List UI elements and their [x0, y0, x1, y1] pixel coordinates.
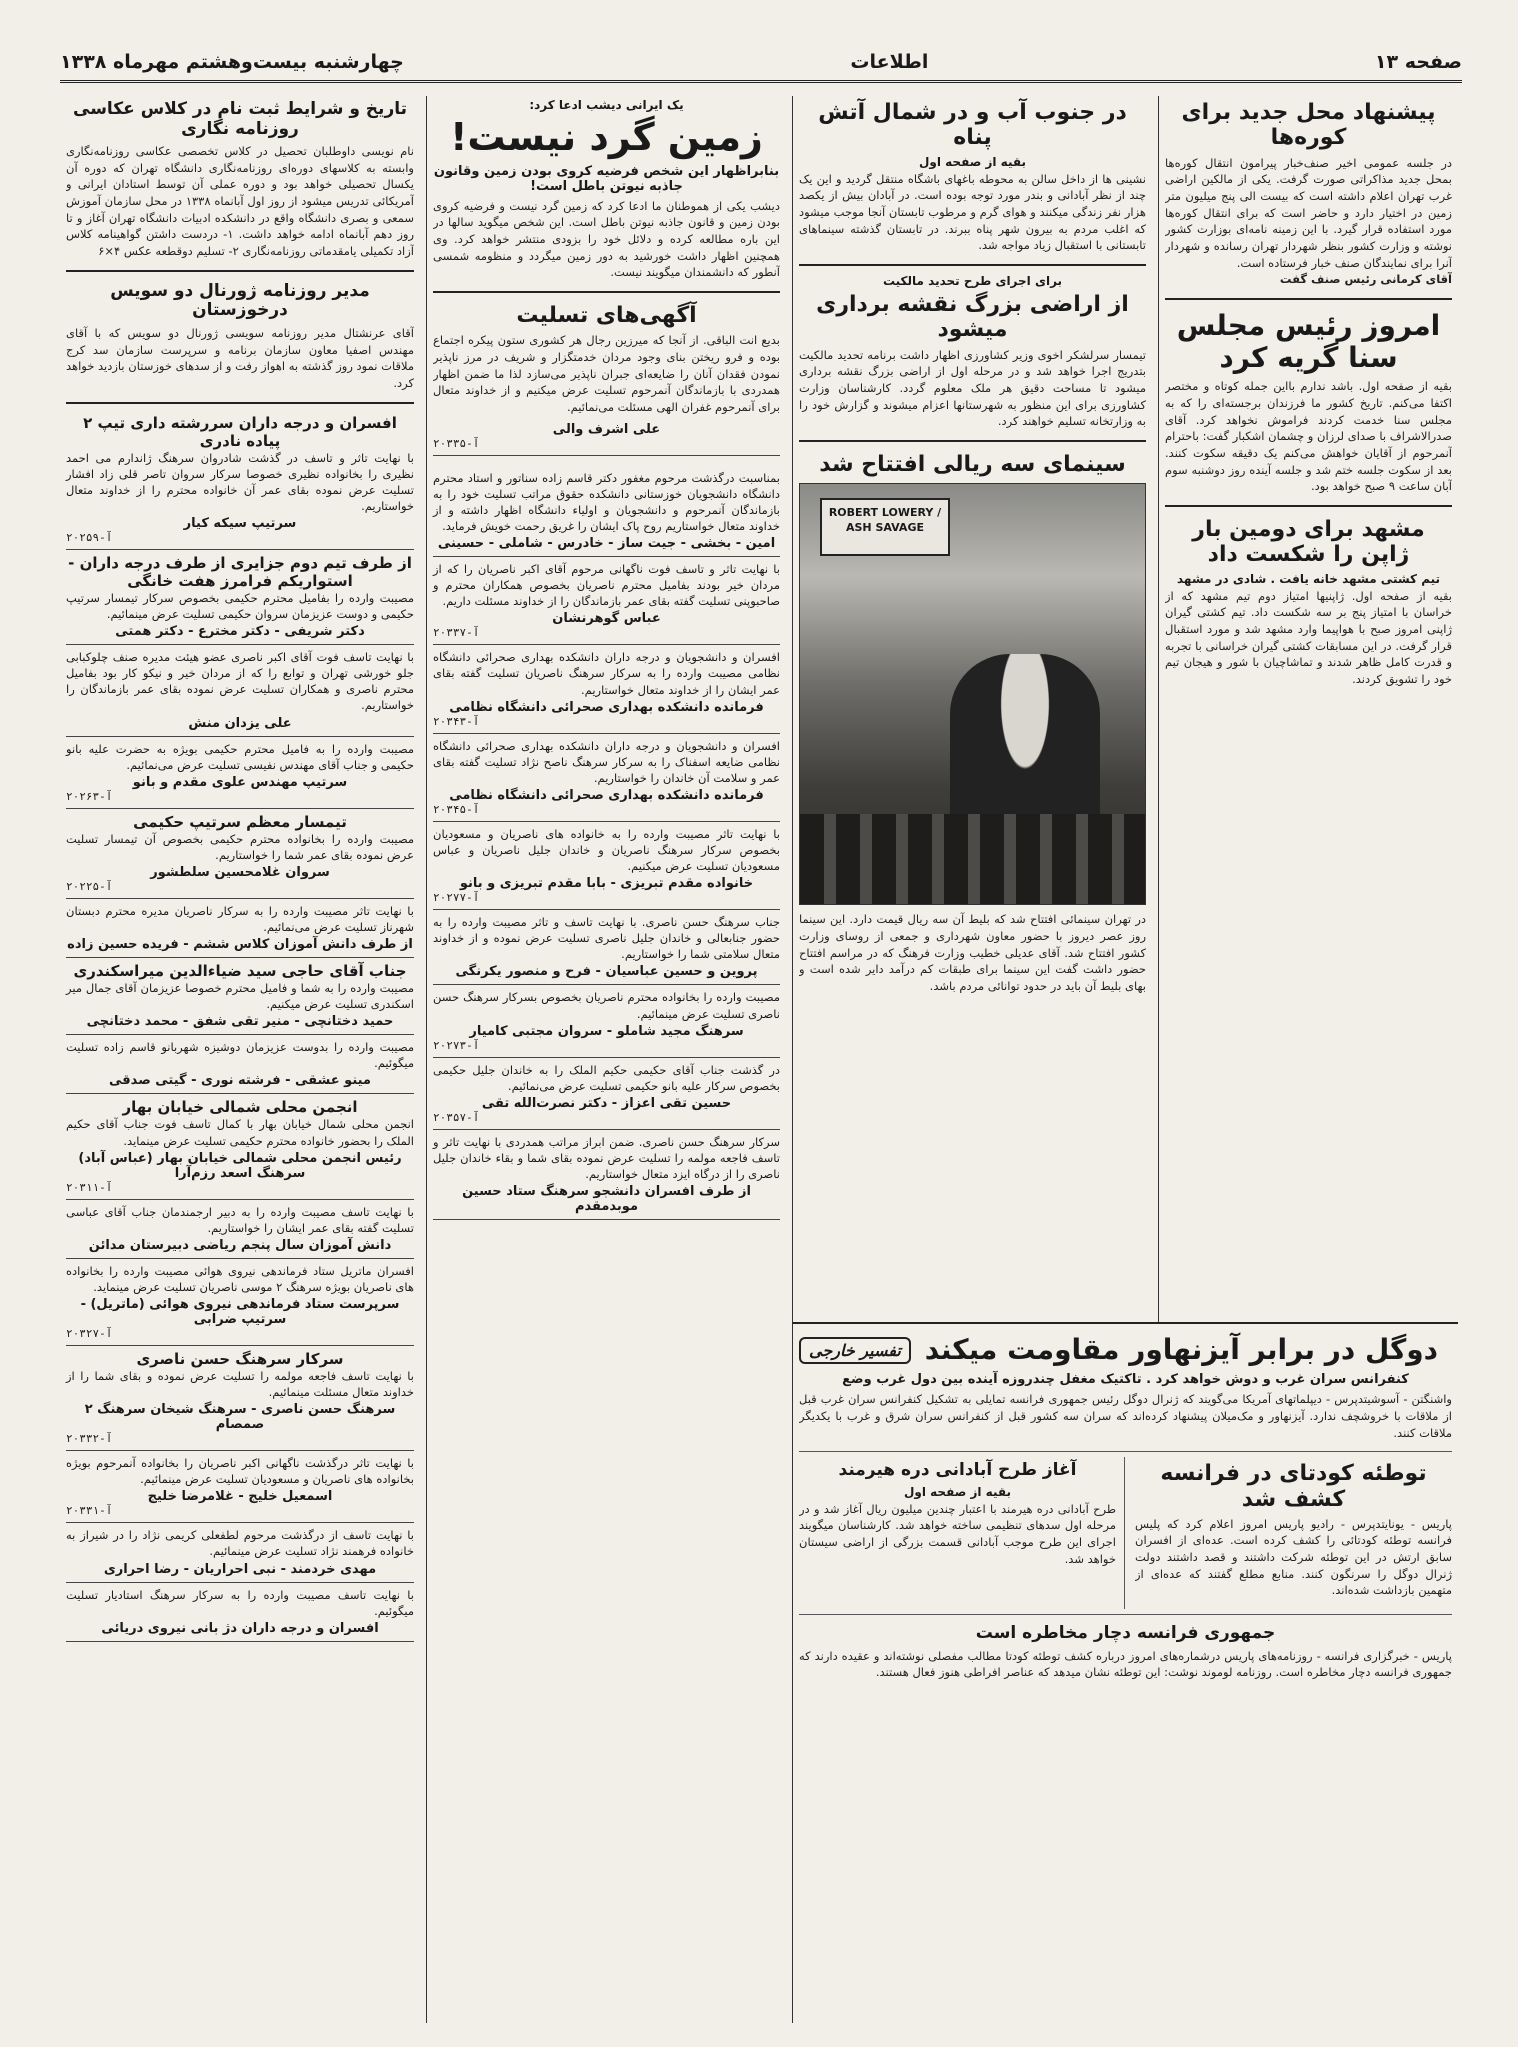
divider [1165, 505, 1452, 507]
notice-body: با نهایت تاثر مصیبت وارده را به سرکار ناصریان مدیره محترم دبستان شهرناز تسلیت عرض می‌نمائیم. [66, 903, 414, 934]
notice-body: افسران و دانشجویان و درجه داران دانشکده بهداری صحرائی دانشگاه نظامی مصیبت وارده را به سرکار سرهنگ ناصریان تسلیت گفته بقای عمر ایشان را از خداوند متعال خواستاریم. [433, 650, 780, 697]
headline: در جنوب آب و در شمال آتش پناه [818, 100, 1127, 151]
crowd [800, 814, 1145, 904]
notice-signature: دانش آموزان سال پنجم ریاضی دبیرستان مدائن [88, 1237, 392, 1253]
article-body: پاریس - یونایتدپرس - رادیو پاریس امروز اعلام کرد که پلیس فرانسه توطئه کودتائی را کشف کرده است. عده‌ای از افسران سابق ارتش در این توطئه شرکت داشتند و قصد داشتند دولت ژنرال دوگل را سرنگون کنند. منابع مطلع گفتند که عده‌ای از متهمین بازداشت شده‌اند. [1135, 1516, 1452, 1598]
divider [66, 270, 414, 272]
condolence-notice [66, 1346, 414, 1451]
notice-code: آ-۲۰۲۷۷ [433, 891, 480, 905]
notice-title: تیمسار معظم سرتیپ حکیمی [133, 812, 347, 831]
condolence-notice [66, 1523, 414, 1582]
lower-col-right [1135, 1457, 1452, 1609]
article-body: نام نویسی داوطلبان تحصیل در کلاس تخصصی عکاسی روزنامه‌نگاری وابسته به کلاسهای دوره‌ای روزنامه‌نگاری دانشگاه تهران که دوره آن یکسال تحصیلی خواهد بود و دوره عملی آن توسط استادان ایرانی و آمریکائی تدریس میشود از روز اول آبانماه ۱۳۳۸ در محل سازمان آموزش سمعی و بصری دانشگاه واقع در دانشکده ادبیات دانشگاه تهران آغاز و تا روز دهم آبانماه ادامه خواهد داشت. ۱- دردست داشتن گواهینامه کلاس آزاد تکمیلی یامقدماتی روزنامه‌نگاری ۲- تسلیم دوقطعه عکس ۴×۶ [66, 144, 414, 259]
notice-title: از طرف تیم دوم جزایری از طرف درجه داران - استواریکم فرامرز هفت خانگی [68, 553, 412, 590]
column-4 [60, 96, 420, 2023]
notice-signature: پروین و حسین عباسیان - فرح و منصور یکرنگی [455, 964, 758, 980]
notice-signature: خانواده مقدم تبریزی - بابا مقدم تبریزی و بانو [459, 876, 754, 892]
article-swiss-editor [66, 278, 414, 392]
article-body: تیمسار سرلشکر اخوی وزیر کشاورزی اظهار داشت برنامه تحدید مالکیت بتدریج اجرا خواهد شد و در مرحله اول از اراضی بزرگ نقشه برداری میشود تا مساحت دقیق هر ملک معلوم گردد. کارشناسان وزارت کشاورزی برای این منظور به شهرستانها اعزام میشوند و گزارش خود را به وزارتخانه تسلیم خواهند کرد. [799, 347, 1146, 429]
headline: آگهی‌های تسلیت [516, 303, 697, 329]
notice-signature: عباس گوهرنشان [552, 611, 661, 627]
headline: پیشنهاد محل جدید برای کوره‌ها [1181, 100, 1436, 151]
notice-body: بمناسبت درگذشت مرحوم مغفور دکتر قاسم زاده سناتور و استاد محترم دانشگاه دانشجویان خوزستانی دانشکده حقوق مراتب تسلیت خود را به بازماندگان آنمرحوم و دانشجویان و اولیاء دانشگاه اظهار داشته و از خداوند متعال خواستاریم روح پاک ایشان را غریق رحمت خویش فرماید. [433, 470, 780, 533]
kicker: یک ایرانی دیشب ادعا کرد: [529, 98, 684, 112]
condolence-notice [433, 985, 780, 1057]
notice-signature: سرهنگ حسن ناصری - سرهنگ شیخان سرهنگ ۲ صمصام [84, 1402, 396, 1433]
subheadline: کنفرانس سران غرب و دوش خواهد کرد . تاکتیک مغفل چندروزه آینده بین دول غرب وضع [842, 1372, 1409, 1388]
lower-columns [799, 1457, 1452, 1609]
notice-signature: از طرف افسران دانشجو سرهنگ ستاد حسین موبدمقدم [462, 1184, 751, 1215]
notice-signature: مهدی خردمند - نبی احراریان - رضا احراری [103, 1561, 377, 1577]
headline: امروز رئیس مجلس سنا گریه کرد [1176, 308, 1441, 375]
condolence-notice [433, 1130, 780, 1220]
divider [799, 1614, 1452, 1615]
article-body: پاریس - خبرگزاری فرانسه - روزنامه‌های پاریس درشماره‌های امروز درباره کشف توطئه کودتا مطالب مفصلی نوشته‌اند و عقیده دارند که جمهوری فرانسه دچار مخاطره است. روزنامه لوموند نوشت: این توطئه نشان میدهد که عناصر افراطی هنوز فعال هستند. [799, 1648, 1452, 1680]
notice-code: آ-۲۰۲۶۳ [66, 789, 113, 803]
divider [433, 291, 780, 293]
notice-signature: مینو عشقی - فرشته نوری - گیتی صدقی [109, 1073, 371, 1089]
column-3 [426, 96, 786, 2023]
headline: از اراضی بزرگ نقشه برداری میشود [816, 291, 1129, 343]
notice-body: مصیبت وارده را به فامیل محترم حکیمی بویژه به حضرت علیه بانو حکیمی و جناب آقای مهندس نفیسی تسلیت عرض می‌نمائیم. [66, 741, 414, 772]
condolence-notice [66, 1451, 414, 1523]
notice-body: با نهایت تاثر و تاسف فوت ناگهانی مرحوم آقای اکبر ناصریان را که از مردان خیر بودند بفامیل محترم ناصریان بخصوص همکاران محترم و صاحبوپنی تسلیت گفته بقای عمر بازماندگان را از خداوند مسئلت داریم. [433, 562, 780, 609]
notice-title: سرکار سرهنگ حسن ناصری [136, 1350, 344, 1369]
kicker: برای اجرای طرح تحدید مالکیت [882, 273, 1063, 288]
notice-body: در گذشت جناب آقای حکیمی حکیم الملک را به خاندان جلیل حکیمی بخصوص سرکار علیه بانو حکیمی تسلیت عرض می‌نمائیم. [433, 1062, 780, 1093]
article-body: در جلسه عمومی اخیر صنف‌خبار پیرامون انتقال کوره‌ها بمحل جدید مذاکراتی صورت گرفت. یکی از مالکین اراضی غرب تهران اعلام داشته است که بیست الی پنج میلیون متر زمین در اختیار دارد و حاضر است که برای انتقال کوره‌ها مورد استفاده قرار گیرد. با این زمینه نامه‌ای بوزارت کشور نوشته و وزارت کشور بنظر شهردار تهران رسانده و شهردار آنرا برای نمایندگان صنف خبار فرستاده است. [1165, 155, 1452, 270]
notice-code: آ-۲۰۳۱۱ [66, 1180, 113, 1194]
notice-signature: سرتیپ مهندس علوی مقدم و بانو [132, 774, 348, 790]
notice-title: جناب آقای حاجی سید ضیاءالدین میراسکندری [73, 962, 407, 981]
notice-code: آ-۲۰۳۴۵ [433, 802, 480, 816]
headline: تاریخ و شرایط ثبت نام در کلاس عکاسی روزنامه نگاری [73, 99, 407, 139]
article-republic [799, 1620, 1452, 1681]
notice-body: با نهایت تاثر مصیبت وارده را به خانواده های ناصریان و مسعودیان بخصوص سرکار سرهنگ ناصریان و خاندان جلیل ناصریان و عباس مسعودیان تسلیت عرض میکنیم. [433, 826, 780, 874]
headline: جمهوری فرانسه دچار مخاطره است [975, 1623, 1276, 1644]
notice-body: سرکار سرهنگ حسن ناصری. ضمن ابراز مراتب همدردی با نهایت تاثر و تاسف فاجعه مولمه را تسلیت عرض نموده بقای شما و بقاء خاندان جلیل ناصری را از درگاه ایزد متعال خواستاریم. [433, 1134, 780, 1182]
divider [1165, 298, 1452, 300]
foreign-commentary-logo: تفسیر خارجی [799, 1337, 911, 1364]
notice-body: با نهایت تاسف مصیبت وارده را به دبیر ارجمندمان جناب آقای عباسی تسلیت گفته بقای عمر ایشان را خواستاریم. [66, 1204, 414, 1235]
issue-date: چهارشنبه بیست‌وهشتم مهرماه ۱۳۳۸ [60, 51, 404, 73]
kicker: بقیه از صفحه اول [903, 1484, 1011, 1499]
article-body: نشینی ها از داخل سالن به محوطه باغهای باشگاه منتقل گردید و این یک چند از نظر آبادانی و بندر مورد توجه بوده است. در آبادان بیش از یکصد هزار نفر زندگی میکنند و هوای گرم و مرطوب تابستان آنجا موجب میشود که اغلب مردم به بیرون شهر پناه ببرند. در تابستان گذشته سینماهای تابستانی با استقبال زیاد مواجه شد. [799, 171, 1146, 253]
article-body: بقیه از صفحه اول. ژاپنیها امتیاز دوم تیم مشهد که از خراسان با امتیاز پنج بر سه شکست داد. تیم کشتی گیران ژاپنی امروز صبح با هواپیما وارد مشهد شد و مورد استقبال قرار گرفت. در این مسابقات کشتی گیران خراسانی با تجربه و قدرت کامل ظاهر شدند و تماشاچیان با شور و هیجان تیم خود را تشویق کردند. [1165, 588, 1452, 686]
kicker: تیم کشتی مشهد خانه یافت . شادی در مشهد [1176, 571, 1441, 586]
headline: زمین گرد نیست! [450, 115, 763, 159]
condolence-notice [66, 1094, 414, 1199]
article-abadan [799, 96, 1146, 254]
condolence-notice [66, 410, 414, 550]
notice-body: با نهایت تاسف فاجعه مولمه را تسلیت عرض نموده و بقای شما را از خداوند متعال مسئلت مینمائیم. [66, 1369, 414, 1400]
condolence-notice [66, 1035, 414, 1094]
notice-list [433, 466, 780, 1220]
article-cinema [799, 448, 1146, 995]
notice-title: انجمن محلی شمالی خیابان بهار [122, 1098, 358, 1117]
headline: آغاز طرح آبادانی دره هیرمند [838, 1460, 1077, 1481]
notice-body: با نهایت تاثر درگذشت ناگهانی اکبر ناصریان را بخانواده آنمرحوم بویژه بخانواده های ناصریان و مسعودیان تسلیت عرض مینمائیم. [66, 1456, 414, 1487]
article-body: دیشب یکی از هموطنان ما ادعا کرد که زمین گرد نیست و فرضیه کروی بودن زمین و قانون جاذبه نیوتن باطل است. این شخص میگوید سالها در این باره مطالعه کرده و دلائل خود را بزودی منتشر خواهد کرد. وی همچنین اظهار داشت خورشید به دور زمین میگردد و منظومه شمسی آنطور که دانشمندان میگویند نیست. [433, 198, 780, 280]
notice-signature: حسین تقی اعزاز - دکتر نصرت‌الله تقی [481, 1095, 732, 1111]
article-signature: آقای کرمانی رئیس صنف گفت [1279, 272, 1452, 287]
notice-body: مصیبت وارده را بدوست عزیزمان دوشیزه شهربانو قاسم زاده تسلیت میگوئیم. [66, 1040, 414, 1071]
notice-code: آ-۲۰۲۵۹ [66, 530, 113, 544]
notice-signature: دکتر شریفی - دکتر مخترع - دکتر همتی [115, 624, 365, 640]
article-coup [1135, 1457, 1452, 1599]
paper-name: اطلاعات [850, 51, 929, 73]
condolence-notice [66, 1200, 414, 1259]
article-photojournalism [66, 96, 414, 260]
headline: سینمای سه ریالی افتتاح شد [819, 451, 1126, 477]
notice [433, 416, 780, 456]
lower-section [792, 1322, 1458, 2023]
divider [66, 402, 414, 404]
notice-signature: اسمعیل خلیج - غلامرضا خلیج [147, 1489, 333, 1505]
condolence-notice [433, 1058, 780, 1130]
headline: توطئه کودتای در فرانسه کشف شد [1160, 1461, 1427, 1512]
notice-signature: افسران و درجه داران دژ بانی نیروی دریائی [101, 1620, 379, 1636]
notice-code: آ-۲۰۳۳۵ [433, 436, 480, 450]
notice-body: جناب سرهنگ حسن ناصری. با نهایت تاسف و تاثر مصیبت وارده را به حضور جنابعالی و خاندان جلیل ناصری تسلیت عرض نموده و از خداوند متعال سلامتی شما را خواستاریم. [433, 915, 780, 962]
article-degaulle [799, 1330, 1452, 1441]
article-kilns [1165, 96, 1452, 288]
divider [799, 440, 1146, 442]
condolence-notice [66, 899, 414, 958]
notice-body: افسران و دانشجویان و درجه داران دانشکده بهداری صحرائی دانشگاه نظامی ضایعه اسفناک را به سرکار سرهنگ ناصح نژاد تسلیت گفته بقای عمر و سلامت آن خاندان را خواستاریم. [433, 738, 780, 785]
notice-body: مصیبت وارده را به شما و فامیل محترم خصوصا عزیزمان آقای جمال میر اسکندری تسلیت عرض میکنیم. [66, 981, 414, 1012]
notice-title: افسران و درجه داران سررشته داری تیپ ۲ پیاده نادری [83, 413, 397, 450]
notice-body: انجمن محلی شمال خیابان بهار با کمال تاسف فوت جناب آقای حکیم الملک را بحضور خانواده محترم حکیمی تسلیت عرض مینماید. [66, 1117, 414, 1148]
condolence-notice [66, 1583, 414, 1642]
notice-signature: از طرف دانش آموزان کلاس ششم - فریده حسین زاده [67, 937, 413, 953]
divider [799, 1451, 1452, 1452]
notice-body: مصیبت وارده را بخانواده محترم ناصریان بخصوص بسرکار سرهنگ حسن ناصری تسلیت عرض مینمائیم. [433, 990, 780, 1021]
article-body: در تهران سینمائی افتتاح شد که بلیط آن سه ریال قیمت دارد. این سینما روز عصر دیروز با حضور معاون شهرداری و جمعی از روسای وزارت کشور افتتاح شد. آقای عدیلی خطیب وزارت فرهنگ که در مراسم افتتاح حضور داشت گفت این سینما برای طبقات کم درآمد دایر شده است و بهای بلیط آن باید در حدود توانائی مردم باشد. [799, 912, 1146, 993]
page-number: صفحه ۱۳ [1374, 51, 1462, 73]
notice-signature: سرهنگ مجید شاملو - سروان مجتبی کامیار [469, 1023, 744, 1039]
notice-code: آ-۲۰۳۲۷ [66, 1327, 113, 1341]
notice-code: آ-۲۰۳۴۳ [433, 714, 480, 728]
notice-code: آ-۲۰۳۳۷ [433, 626, 480, 640]
notice-code: آ-۲۰۳۳۲ [66, 1432, 113, 1446]
notice-code: آ-۲۰۳۳۱ [66, 1504, 113, 1518]
kicker: بقیه از صفحه اول [918, 154, 1026, 169]
condolence-notice [66, 645, 414, 736]
notice-body: مصیبت وارده را بفامیل محترم حکیمی بخصوص سرکار تیمسار سرتیپ حکیمی و دوست عزیزمان سروان حکیمی تسلیت عرض مینمائیم. [66, 590, 414, 622]
notice-code: آ-۲۰۲۲۵ [66, 879, 113, 893]
notice-body: با نهایت تاثر و تاسف در گذشت شادروان سرهنگ ژاندارم می احمد نظیری را بخانواده نظیری خصوصا سرکار سروان تاصر قلی زاد افشار تسلیت عرض نموده بقای عمر آن خانواده محترم را از خداوند متعال خواستاریم. [66, 450, 414, 513]
condolence-notice [66, 1259, 414, 1346]
cinema-opening-photo [799, 483, 1146, 905]
condolence-notice [66, 809, 414, 899]
condolence-notice [433, 910, 780, 985]
cinema-poster-sign: ROBERT LOWERY / ASH SAVAGE [820, 498, 950, 556]
condolence-notice [433, 645, 780, 733]
notice-signature: حمید دختانچی - منیر تقی شفق - محمد دختانچی [86, 1014, 394, 1030]
condolence-notice [66, 737, 414, 809]
article-flat-earth [433, 96, 780, 281]
notice-list [66, 410, 414, 1642]
headline: دوگل در برابر آیزنهاور مقاومت میکند [924, 1333, 1439, 1366]
condolence-notice [66, 958, 414, 1035]
condolence-notice [433, 466, 780, 557]
masthead [60, 44, 1462, 83]
article-land-survey [799, 272, 1146, 430]
notice-code: آ-۲۰۳۵۷ [433, 1110, 480, 1124]
notice-signature: علی اشرف والی [552, 421, 661, 437]
condolence-notice [433, 557, 780, 645]
headline: مدیر روزنامه ژورنال دو سویس درخوزستان [110, 280, 370, 321]
article-body: طرح آبادانی دره هیرمند با اعتبار چندین میلیون ریال آغاز شد و در مرحله اول سدهای تنظیمی ساخته خواهد شد. کارشناسان میگویند اجرای این طرح موجب آبادانی قسمت بزرگی از اراضی سیستان خواهد شد. [799, 1501, 1116, 1566]
notice-signature: سرپرست ستاد فرماندهی نیروی هوائی (ماتریل) - سرتیپ ضرابی [80, 1297, 400, 1328]
condolence-section [433, 299, 780, 456]
notice-body: مصیبت وارده را بخانواده محترم حکیمی بخصوص آن تیمسار تسلیت عرض نموده بقای عمر شما را خواستاریم. [66, 831, 414, 862]
condolence-notice [433, 822, 780, 910]
article-body: واشنگتن - آسوشیتدپرس - دیپلماتهای آمریکا می‌گویند که ژنرال دوگل رئیس جمهوری فرانسه تمایلی به تشکیل کنفرانس سران غرب قبل از ملاقات با خروشچف ندارد. آیزنهاور و مک‌میلان پیشنهاد کرده‌اند که سران سه کشور قبل از کنفرانس سران شرق و غرب با یکدیگر ملاقات کنند. [799, 1392, 1452, 1440]
article-senate [1165, 306, 1452, 495]
notice-body: با نهایت تاسف فوت آقای اکبر ناصری عضو هیئت مدیره صنف چلوکبابی جلو خورشی تهران و توابع را که از مردان خیر و نیکو کار بود بفامیل محترم ناصری و همکاران تسلیت عرض نموده بقای عمر بازماندگان را خواستاریم. [66, 650, 414, 713]
notice-signature: امین - بخشی - جیت ساز - خادرس - شاملی - حسینی [437, 536, 776, 552]
article-helmand [799, 1457, 1116, 1567]
notice-signature: سرتیپ سیکه کیار [183, 515, 297, 531]
article-wrestling [1165, 513, 1452, 688]
divider [799, 264, 1146, 266]
headline: مشهد برای دومین بار ژاپن را شکست داد [1192, 517, 1425, 568]
article-body: بدیع انت الباقی. از آنجا که میرزین رجال هر کشوری ستون پیکره اجتماع بوده و فرو ریختن بنای وجود مردان خدمتگزار و شریف در مرز ناپذیر نمودن فقدان آنان را ضایعه‌ای جبران ناپذیر می‌سازد لذا ما ضمن اظهار همدردی با بازماندگان آنمرحوم تسلیت عرض میکنیم و از خداوند متعال برای آنمرحوم غفران الهی مسئلت می‌نمائیم. [433, 333, 780, 415]
notice-signature: فرمانده دانشکده بهداری صحرائی دانشگاه نظامی [449, 699, 764, 715]
article-body: بقیه از صفحه اول. باشد ندارم بااین جمله کوتاه و مختصر اکتفا می‌کنم. تاریخ کشور ما فرزندان برجسته‌ای را که به مجلس سنا خدمت کردند فراموش نخواهد کرد. آقای صدرالاشراف با صدای لرزان و چشمان اشکبار گفت: باحترام آنمرحوم از آقایان خواهش می‌کنم یک دقیقه سکوت کنند. بعد از سکوت جلسه ختم شد و جلسه آینده روز دوشنبه سوم آبان ساعت ۹ صبح خواهد بود. [1165, 379, 1452, 494]
notice-body: با نهایت تاسف از درگذشت مرحوم لطفعلی کریمی نژاد را در شیراز به خانواده فرهمند نژاد تسلیت عرض مینمائیم. [66, 1528, 414, 1559]
article-body: آقای عرنشتال مدیر روزنامه سویسی ژورنال دو سویس که با آقای مهندس اصفیا معاون سازمان برنامه و سرپرست سازمان سد کرج ملاقات نمود روز گذشته به اهواز رفت و از سدهای خوزستان بازدید خواهد کرد. [66, 325, 414, 390]
notice-body: افسران ماتریل ستاد فرماندهی نیروی هوائی مصیبت وارده را بخانواده های ناصریان بویژه سرهنگ ۲ موسی ناصریان تسلیت عرض مینماید. [66, 1263, 414, 1294]
condolence-notice [66, 550, 414, 645]
notice-signature: رئیس انجمن محلی شمالی خیابان بهار (عباس آباد) سرهنگ اسعد رزم‌آرا [78, 1150, 402, 1181]
notice-signature: سروان غلامحسین سلطشور [150, 864, 330, 880]
subheadline: بنابراظهار این شخص فرضیه کروی بودن زمین وقانون جاذبه نیوتن باطل است! [433, 163, 780, 194]
notice-signature: علی یزدان منش [188, 715, 292, 731]
notice-body: با نهایت تاسف مصیبت وارده را به سرکار سرهنگ استادیار تسلیت میگوئیم. [66, 1587, 414, 1618]
notice-signature: فرمانده دانشکده بهداری صحرائی دانشگاه نظامی [449, 787, 764, 803]
lower-col-left [799, 1457, 1125, 1609]
condolence-notice [433, 734, 780, 822]
notice-code: آ-۲۰۲۷۳ [433, 1038, 480, 1052]
